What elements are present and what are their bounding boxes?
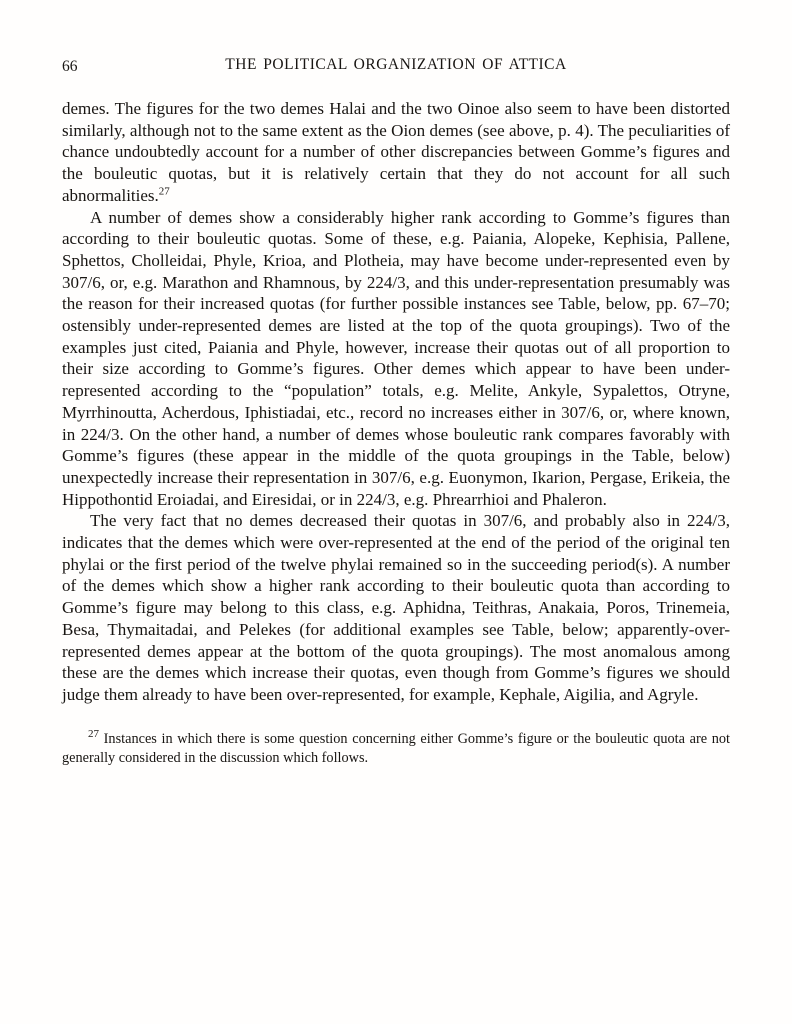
paragraph-1 [62,98,730,207]
body-text [62,98,730,706]
footnote-text: Instances in which there is some question concerning either Gomme’s figure or the bouleutic quota are not generally considered in the discussion which follows. [62,730,730,767]
page-header [62,56,730,80]
page-number: 66 [62,58,78,75]
footnote-reference-27: 27 [158,185,170,198]
paragraph-3: The very fact that no demes decreased their quotas in 307/6, and probably also in 224/3, indicates that the demes which were over-represented at the end of the period of the original ten phylai or the first period of the twelve phylai remained so in the succeeding period(s). A number of the demes which show a higher rank according to their bouleutic quota than according to Gomme’s figure may belong to this class, e.g. Aphidna, Teithras, Anakaia, Poros, Trinemeia, Besa, Thymaitadai, and Pelekes (for additional examples see Table, below; apparently-over-represented demes appear at the bottom of the quota groupings). The most anomalous among these are the demes which increase their quotas, even though from Gomme’s figures we should judge them already to have been over-represented, for example, Kephale, Aigilia, and Agryle. [62,511,730,704]
footnote-marker-27: 27 [88,727,99,740]
running-title: THE POLITICAL ORGANIZATION OF ATTICA [225,56,567,73]
footnote [62,727,730,769]
footnote-27 [62,727,730,769]
paragraph-1-text: demes. The figures for the two demes Halai and the two Oinoe also seem to have been distorted similarly, although not to the same extent as the Oion demes (see above, p. 4). The peculiarities of chance undoubtedly account for a number of other discrepancies between Gomme’s figures and the bouleutic quotas, but it is relatively certain that they do not account for all such abnormalities. [62,99,730,205]
paragraph-2: A number of demes show a considerably higher rank according to Gomme’s figures than according to their bouleutic quotas. Some of these, e.g. Paiania, Alopeke, Kephisia, Pallene, Sphettos, Cholleidai, Phyle, Krioa, and Plotheia, may have become under-represented even by 307/6, or, e.g. Marathon and Rhamnous, by 224/3, and this under-representation presumably was the reason for their increased quotas (for further possible instances see Table, below, pp. 67–70; ostensibly under-represented demes are listed at the top of the quota groupings). Two of the examples just cited, Paiania and Phyle, however, increase their quotas out of all proportion to their size according to Gomme’s figures. Other demes which appear to have been under-represented according to the “population” totals, e.g. Melite, Ankyle, Sypalettos, Otryne, Myrrhinoutta, Acherdous, Iphistiadai, etc., record no increases either in 307/6, or, where known, in 224/3. On the other hand, a number of demes whose bouleutic rank compares favorably with Gomme’s figures (these appear in the middle of the quota groupings in the Table, below) unexpectedly increase their representation in 307/6, e.g. Euonymon, Ikarion, Pergase, Erikeia, the Hippothontid Eroiadai, and Eiresidai, or in 224/3, e.g. Phrearrhioi and Phaleron. [62,207,730,509]
